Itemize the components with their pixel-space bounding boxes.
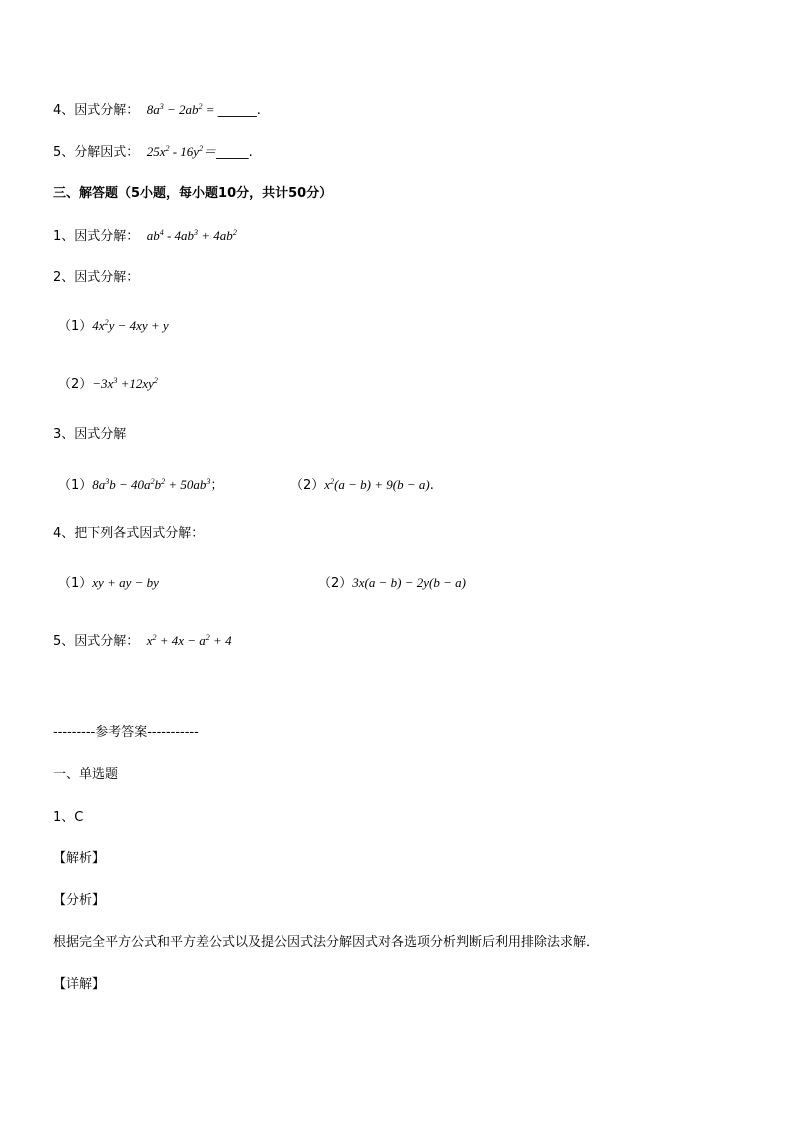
answer-1: 1、C: [53, 810, 84, 825]
problem-number: 3、: [53, 427, 75, 442]
jiexi-label: 【解析】: [53, 851, 106, 866]
problem-2-part-2: [58, 374, 158, 395]
problem-2: [53, 268, 139, 288]
question-number: 5、: [53, 145, 75, 160]
analysis-text: 根据完全平方公式和平方差公式以及提公因式法分解因式对各选项分析判断后利用排除法求解．: [53, 935, 600, 950]
problem-4: [53, 524, 204, 544]
problem-2-part-1: [58, 316, 169, 337]
part-tag: （1）: [58, 576, 93, 591]
problem-label: 因式分解：: [74, 270, 140, 285]
fenxi-label: 【分析】: [53, 893, 106, 908]
answer-blank: _____: [216, 145, 249, 160]
problem-label: 把下列各式因式分解：: [74, 526, 205, 541]
problem-4-part-1: [58, 573, 159, 594]
math-expression: $x^2(a - b) + 9(b - a)$: [324, 477, 430, 492]
math-expression: 3x(a − b) − 2y(b − a): [352, 575, 466, 590]
question-label: 分解因式：: [74, 145, 140, 160]
xiangjie-label: 【详解】: [53, 977, 106, 992]
problem-number: 1、: [53, 229, 75, 244]
fill-in-question-4: 4、因式分解： $8a^3 - 2ab^2$ = ______.: [53, 102, 261, 118]
problem-3: [53, 425, 126, 445]
math-expression: $ab^4 - 4ab^3 + 4ab^2$: [143, 228, 237, 243]
math-expression: $4x^2y - 4xy + y$: [92, 318, 169, 333]
math-expression: $x^2 + 4x - a^2 + 4$: [143, 633, 232, 648]
answer-divider: ---------参考答案-----------: [53, 725, 199, 740]
part-tag: （1）: [58, 478, 93, 493]
problem-1: [53, 226, 237, 247]
problem-number: 4、: [53, 526, 75, 541]
part-tag: （1）: [58, 319, 93, 334]
math-expression: $8a^3b - 40a^2b^2 + 50ab^3$: [92, 477, 211, 492]
fill-in-question-5: 5、分解因式： $25x^2$ - $16y^2=\_\_\_\_\_$.: [53, 144, 253, 160]
problem-number: 5、: [53, 634, 75, 649]
problem-3-part-1: $(1)8a^3b - 40a^2b^2 + 50ab^3$；: [58, 477, 224, 493]
problem-label: 因式分解：: [74, 229, 140, 244]
problem-3-part-2: $(2)x^2(a - b) + 9(b - a)$.: [290, 477, 434, 493]
answer-blank: ______: [217, 103, 257, 118]
question-label: 因式分解：: [74, 103, 140, 118]
problem-4-part-2: [318, 573, 466, 594]
section-heading: 三、解答题（5小题，每小题10分，共计50分）: [53, 186, 333, 201]
question-number: 4、: [53, 103, 75, 118]
math-expression: xy + ay − by: [92, 575, 159, 590]
problem-label: 因式分解：: [74, 634, 140, 649]
math-expression: $-3x^3 +12xy^2$: [92, 376, 158, 391]
part-tag: （2）: [58, 377, 93, 392]
part-tag: （2）: [290, 478, 325, 493]
problem-5: [53, 631, 232, 652]
problem-label: 因式分解: [74, 427, 127, 442]
part-tag: （2）: [318, 576, 353, 591]
problem-number: 2、: [53, 270, 75, 285]
answer-section-title: 一、单选题: [53, 767, 119, 782]
math-expression: $25x^2 - 16y^2=$: [143, 144, 217, 159]
math-expression: $8a^3 - 2ab^2$ =: [143, 102, 218, 117]
